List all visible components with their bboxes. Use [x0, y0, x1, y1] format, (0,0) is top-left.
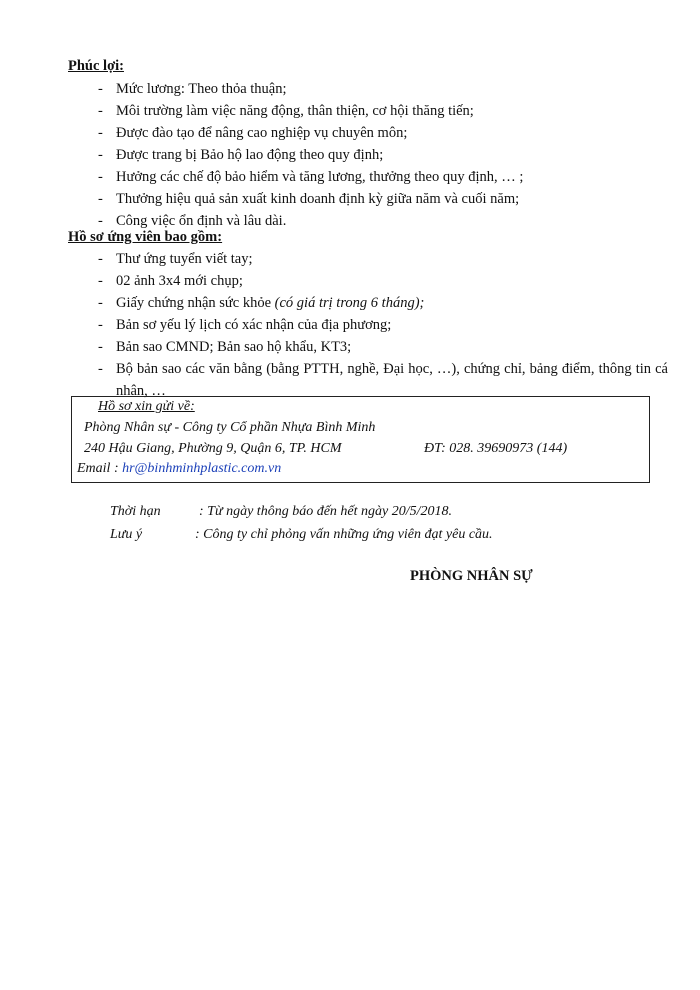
list-item: - Hưởng các chế độ bảo hiểm và tăng lương, thưởng theo quy định, … ;: [96, 166, 668, 188]
list-item: - Mức lương: Theo thỏa thuận;: [96, 78, 668, 100]
dash-bullet: -: [98, 125, 103, 141]
deadline-label: Thời hạn: [110, 504, 161, 519]
deadline-text: : Từ ngày thông báo đến hết ngày 20/5/2018.: [199, 504, 452, 519]
dash-bullet: -: [98, 169, 103, 185]
department-signature: PHÒNG NHÂN SỰ: [410, 568, 533, 584]
dash-bullet: -: [98, 103, 103, 119]
dash-bullet: -: [98, 273, 103, 289]
submission-box: [71, 396, 650, 483]
list-item: - Bản sao CMND; Bản sao hộ khẩu, KT3;: [96, 336, 668, 358]
health-validity-note: (có giá trị trong 6 tháng);: [274, 295, 425, 311]
dash-bullet: -: [98, 191, 103, 207]
list-item: - Thưởng hiệu quả sản xuất kinh doanh định kỳ giữa năm và cuối năm;: [96, 188, 668, 210]
remark-label: Lưu ý: [110, 527, 143, 542]
submission-title: Hồ sơ xin gửi về:: [98, 399, 195, 414]
dash-bullet: -: [98, 81, 103, 97]
remark-text: : Công ty chỉ phỏng vấn những ứng viên đạt yêu cầu.: [195, 527, 493, 542]
dash-bullet: -: [98, 361, 103, 377]
dash-bullet: -: [98, 251, 103, 267]
dash-bullet: -: [98, 339, 103, 355]
list-item: - Môi trường làm việc năng động, thân thiện, cơ hội thăng tiến;: [96, 100, 668, 122]
list-item: - 02 ảnh 3x4 mới chụp;: [96, 270, 668, 292]
list-item: - Bản sơ yếu lý lịch có xác nhận của địa phương;: [96, 314, 668, 336]
dash-bullet: -: [98, 317, 103, 333]
benefits-list: [96, 78, 668, 232]
list-item: - Công việc ổn định và lâu dài.: [96, 210, 668, 232]
submission-address: 240 Hậu Giang, Phường 9, Quận 6, TP. HCM: [84, 441, 342, 456]
benefits-heading: Phúc lợi:: [68, 58, 124, 74]
list-item: - Được đào tạo để nâng cao nghiệp vụ chuyên môn;: [96, 122, 668, 144]
application-heading: Hồ sơ ứng viên bao gồm:: [68, 229, 223, 245]
list-item: - Thư ứng tuyển viết tay;: [96, 248, 668, 270]
application-list: [96, 248, 668, 402]
submission-phone: ĐT: 028. 39690973 (144): [424, 441, 568, 456]
email-link[interactable]: hr@binhminhplastic.com.vn: [122, 461, 282, 476]
dash-bullet: -: [98, 213, 103, 229]
list-item: - Giấy chứng nhận sức khỏe (có giá trị trong 6 tháng);: [96, 292, 668, 314]
dash-bullet: -: [98, 295, 103, 311]
submission-company: Phòng Nhân sự - Công ty Cổ phần Nhựa Bình Minh: [84, 420, 376, 435]
list-item: - Được trang bị Bảo hộ lao động theo quy định;: [96, 144, 668, 166]
submission-email-row: [77, 461, 281, 477]
list-item: - Bộ bản sao các văn bằng (bằng PTTH, nghề, Đại học, …), chứng chỉ, bảng điểm, thông tin cá nhân, …: [96, 358, 668, 402]
email-label: Email :: [77, 461, 123, 476]
dash-bullet: -: [98, 147, 103, 163]
